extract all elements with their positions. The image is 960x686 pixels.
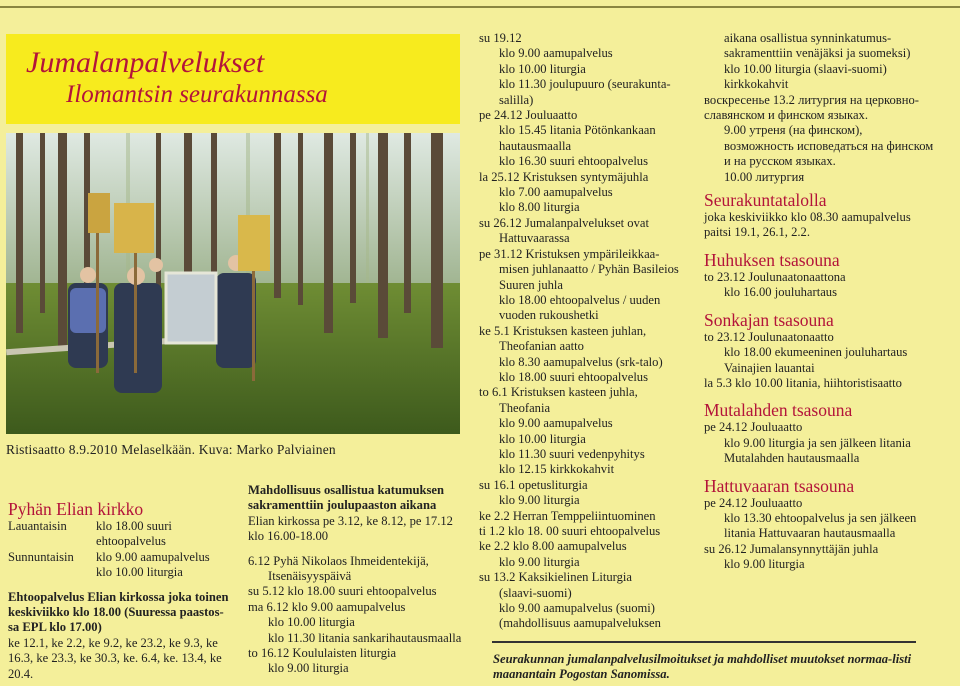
forest-procession-image xyxy=(6,133,460,434)
schedule-line: kirkkokahvit xyxy=(724,77,789,92)
schedule-line: воскресенье 13.2 литургия на церковно- xyxy=(704,92,919,107)
notice-line: klo 16.00-18.00 xyxy=(248,529,329,544)
saturday-row: Lauantaisin klo 18.00 suuri xyxy=(8,519,172,533)
confession-notice xyxy=(248,483,484,514)
schedule-line: Itsenäisyyspäivä xyxy=(268,569,352,584)
top-rule xyxy=(0,6,960,8)
chapel-heading: Sonkajan tsasouna xyxy=(704,309,834,330)
schedule-line: klo 16.00 jouluhartaus xyxy=(724,285,837,300)
schedule-line: misen juhlanaatto / Pyhän Basileios xyxy=(499,262,679,277)
schedule-line: 9.00 утреня (на финском), xyxy=(724,123,863,138)
chapel-heading: Mutalahden tsasouna xyxy=(704,400,853,421)
schedule-line: ke 2.2 Herran Temppeliintuominen xyxy=(479,508,656,523)
schedule-line: pe 24.12 Jouluaatto xyxy=(704,495,803,510)
schedule-line: su 19.12 xyxy=(479,31,522,45)
schedule-line: su 5.12 klo 18.00 suuri ehtoopalvelus xyxy=(248,584,437,599)
schedule-line: klo 8.30 aamupalvelus (srk-talo) xyxy=(499,354,663,369)
schedule-line: klo 11.30 litania sankarihautausmaalla xyxy=(268,630,462,645)
bilingual-liturgy-notes xyxy=(704,31,954,185)
schedule-line: su 26.12 Jumalansynnyttäjän juhla xyxy=(704,541,879,556)
schedule-line: (slaavi-suomi) xyxy=(499,585,572,600)
sunday-row: Sunnuntaisin klo 9.00 aamupalvelus xyxy=(8,549,210,564)
confession-times xyxy=(248,514,484,545)
page-title: Jumalanpalvelukset xyxy=(26,46,265,79)
schedule-line: su 13.2 Kaksikielinen Liturgia xyxy=(479,570,632,585)
schedule-line: hautausmaalla xyxy=(499,138,572,153)
schedule-line: Mutalahden hautausmaalla xyxy=(724,451,860,466)
schedule-line: klo 13.30 ehtoopalvelus ja sen jälkeen xyxy=(724,510,917,525)
nikolaos-schedule xyxy=(248,554,484,677)
schedule-line: klo 8.00 liturgia xyxy=(499,200,580,215)
page-subtitle: Ilomantsin seurakunnassa xyxy=(66,81,328,108)
schedule-line: klo 11.30 suuri vedenpyhitys xyxy=(499,446,645,461)
chapel-heading: Seurakuntatalolla xyxy=(704,190,827,211)
schedule-line: и на русском языках. xyxy=(724,154,836,169)
schedule-line: ti 1.2 klo 18. 00 suuri ehtoopalvelus xyxy=(479,524,661,538)
schedule-line: ke 5.1 Kristuksen kasteen juhlan, xyxy=(479,323,647,338)
schedule-line: klo 16.30 suuri ehtoopalvelus xyxy=(499,154,649,169)
procession-photo xyxy=(6,133,460,434)
schedule-line: возможность исповедаться на финском xyxy=(724,138,934,153)
chapels-column xyxy=(704,31,954,573)
chapel-heading: Huhuksen tsasouna xyxy=(704,249,840,270)
schedule-line: klo 10.00 liturgia (slaavi-suomi) xyxy=(724,61,887,76)
schedule-line: klo 18.00 suuri ehtoopalvelus xyxy=(499,369,649,384)
schedule-line: pe 24.12 Jouluaatto xyxy=(479,108,578,123)
schedule-line: klo 9.00 liturgia xyxy=(724,557,805,572)
elia-heading: Pyhän Elian kirkko xyxy=(8,499,144,519)
ehtoo-line: ke 12.1, ke 2.2, ke 9.2, ke 23.2, ke 9.3, ke xyxy=(8,635,218,650)
schedule-line: Theofania xyxy=(499,400,551,415)
schedule-line: Vainajien lauantai xyxy=(724,360,815,375)
middle-column xyxy=(248,483,484,677)
schedule-line: litania Hattuvaaran hautausmaalla xyxy=(724,526,896,541)
schedule-line: aikana osallistua synninkatumus- xyxy=(724,31,892,45)
schedule-line: sakramenttiin venäjäksi ja suomeksi) xyxy=(724,46,911,61)
schedule-line: su 16.1 opetusliturgia xyxy=(479,477,588,492)
ehtoo-line: 20.4. xyxy=(8,666,34,681)
schedule-line: paitsi 19.1, 26.1, 2.2. xyxy=(704,225,810,240)
notice-line: Mahdollisuus osallistua katumuksen xyxy=(248,483,444,497)
elia-church-column: Pyhän Elian kirkko Lauantaisin klo 18.00 suuri ehtoopalvelus Sunnuntaisin klo 9.00 aamupalvelus klo 10.00 liturgia Ehtoopalvelus Elian kirkossa joka toinen keskiviikko klo 18.00 (Suuressa paastos- sa EPL klo 17.00) ke 12.1, ke 2.2, ke 9.2, ke 23.2, ke 9.3, ke 16.3, ke 23.3, ke 30.3, ke. 6.4, ke. 13.4, ke 20.4. xyxy=(8,499,244,682)
ehtoo-line: keskiviikko klo 18.00 (Suuressa paastos- xyxy=(8,605,224,620)
schedule-line: 6.12 Pyhä Nikolaos Ihmeidentekijä, xyxy=(248,553,429,568)
ehtoo-line: sa EPL klo 17.00) xyxy=(8,620,102,635)
notice-line: Elian kirkossa pe 3.12, ke 8.12, pe 17.12 xyxy=(248,513,453,528)
ehtoo-line: 16.3, ke 23.3, ke 30.3, ke. 6.4, ke. 13.4, ke xyxy=(8,651,222,666)
schedule-line: la 25.12 Kristuksen syntymäjuhla xyxy=(479,169,649,184)
schedule-line: pe 31.12 Kristuksen ympärileikkaa- xyxy=(479,246,660,261)
schedule-line: to 23.12 Joulunaatonaatto xyxy=(704,329,834,344)
schedule-line: joka keskiviikko klo 08.30 aamupalvelus xyxy=(704,210,911,225)
schedule-line: klo 10.00 liturgia xyxy=(268,615,355,630)
main-schedule-column xyxy=(479,31,704,632)
footer-note: Seurakunnan jumalanpalvelusilmoitukset ja mahdolliset muutokset normaa-listi maanantain Pogostan Sanomissa. xyxy=(493,652,912,682)
schedule-line: to 16.12 Koululaisten liturgia xyxy=(248,646,397,661)
schedule-line: klo 9.00 aamupalvelus (suomi) xyxy=(499,601,655,616)
schedule-line: pe 24.12 Jouluaatto xyxy=(704,420,803,435)
schedule-line: klo 12.15 kirkkokahvit xyxy=(499,462,615,477)
schedule-line: klo 9.00 liturgia xyxy=(499,554,580,569)
schedule-line: klo 9.00 liturgia ja sen jälkeen litania xyxy=(724,435,911,450)
schedule-line: salilla) xyxy=(499,92,534,107)
schedule-line: Theofanian aatto xyxy=(499,339,584,354)
schedule-line: to 6.1 Kristuksen kasteen juhla, xyxy=(479,385,638,400)
ehtoo-line: Ehtoopalvelus Elian kirkossa joka toinen xyxy=(8,589,229,604)
schedule-line: su 26.12 Jumalanpalvelukset ovat xyxy=(479,215,649,230)
schedule-line: klo 11.30 joulupuuro (seurakunta- xyxy=(499,77,671,92)
schedule-line: klo 9.00 liturgia xyxy=(499,493,580,508)
schedule-line: to 23.12 Joulunaatonaattona xyxy=(704,269,846,284)
schedule-line: Suuren juhla xyxy=(499,277,564,292)
schedule-line: la 5.3 klo 10.00 litania, hiihtoristisaatto xyxy=(704,375,902,390)
schedule-line: vuoden rukoushetki xyxy=(499,308,599,323)
schedule-line: klo 15.45 litania Pötönkankaan xyxy=(499,123,656,138)
notice-line: sakramenttiin joulupaaston aikana xyxy=(248,498,437,513)
schedule-line: klo 10.00 liturgia xyxy=(499,61,586,76)
schedule-line: Hattuvaarassa xyxy=(499,231,570,246)
schedule-line: klo 7.00 aamupalvelus xyxy=(499,185,613,200)
schedule-line: klo 9.00 aamupalvelus xyxy=(499,416,613,431)
schedule-line: (mahdollisuus aamupalveluksen xyxy=(499,616,661,631)
schedule-line: klo 9.00 liturgia xyxy=(268,661,349,676)
schedule-line: 10.00 литургия xyxy=(724,169,805,184)
schedule-line: ke 2.2 klo 8.00 aamupalvelus xyxy=(479,539,627,554)
schedule-line: klo 10.00 liturgia xyxy=(499,431,586,446)
chapel-heading: Hattuvaaran tsasouna xyxy=(704,475,855,496)
schedule-line: klo 18.00 ekumeeninen jouluhartaus xyxy=(724,345,908,360)
schedule-line: ma 6.12 klo 9.00 aamupalvelus xyxy=(248,599,406,614)
ehtoo-schedule xyxy=(8,590,244,682)
schedule-line: славянском и финском языках. xyxy=(704,108,868,123)
footer-rule xyxy=(492,641,916,643)
schedule-line: klo 18.00 ehtoopalvelus / uuden xyxy=(499,292,661,307)
schedule-line: klo 9.00 aamupalvelus xyxy=(499,46,613,61)
photo-caption: Ristisaatto 8.9.2010 Melaselkään. Kuva: Marko Palviainen xyxy=(6,442,336,457)
